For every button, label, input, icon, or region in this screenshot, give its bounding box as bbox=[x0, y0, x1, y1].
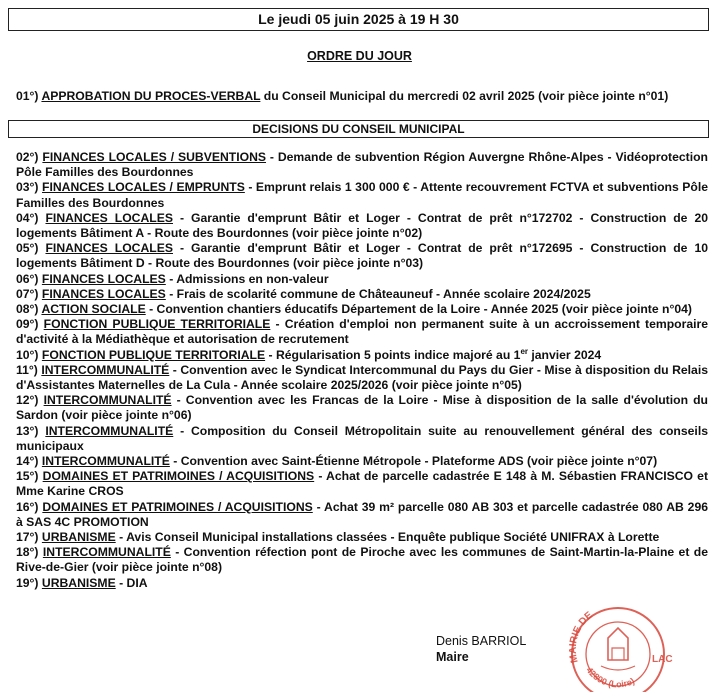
agenda-item bbox=[16, 393, 708, 423]
item-text-after: janvier 2024 bbox=[528, 347, 602, 362]
item-category: DOMAINES ET PATRIMOINES / ACQUISITIONS bbox=[42, 499, 313, 514]
item-number: 09°) bbox=[16, 317, 39, 332]
agenda-item bbox=[16, 545, 708, 575]
agenda-item bbox=[16, 530, 708, 545]
item-category: FINANCES LOCALES bbox=[41, 286, 166, 301]
item-number: 15°) bbox=[16, 469, 39, 484]
item-number: 06°) bbox=[16, 271, 39, 286]
agenda-item bbox=[16, 241, 708, 271]
item-number: 05°) bbox=[16, 241, 39, 256]
item-text: - Emprunt relais 1 300 000 € - Attente recouvrement FCTVA et subventions Pôle Familles des Bourdonnes bbox=[16, 180, 708, 210]
meeting-date-header bbox=[8, 8, 709, 31]
stamp-top-text: MAIRIE DE bbox=[567, 609, 595, 664]
item-category: FINANCES LOCALES bbox=[45, 241, 173, 256]
item-number: 01°) bbox=[16, 89, 39, 104]
agenda-item bbox=[16, 348, 708, 363]
item-text: - Convention réfection pont de Piroche avec les communes de Saint-Martin-la-Plaine et de Rive-de-Gier (voir pièce jointe n°08) bbox=[16, 545, 708, 575]
item-text: - Garantie d'emprunt Bâtir et Loger - Contrat de prêt n°172702 - Construction de 20 logements Bâtiment A - Route des Bourdonnes (voir pièce jointe n°02) bbox=[16, 210, 708, 241]
signer-name: Denis BARRIOL bbox=[436, 634, 527, 648]
item-category: FONCTION PUBLIQUE TERRITORIALE bbox=[43, 317, 271, 332]
item-text: - Convention avec les Francas de la Loire - Mise à disposition de la salle d'évolution du Sardon (voir pièce jointe n°06) bbox=[16, 393, 708, 423]
item-superscript: er bbox=[520, 346, 528, 356]
item-text: - Achat 39 m² parcelle 080 AB 303 et parcelle cadastrée 080 AB 296 à SAS 4C PROMOTION bbox=[16, 499, 708, 529]
item-category: INTERCOMMUNALITÉ bbox=[42, 545, 171, 560]
item-number: 10°) bbox=[16, 347, 39, 362]
item-number: 03°) bbox=[16, 180, 39, 195]
item-category: FINANCES LOCALES / EMPRUNTS bbox=[42, 180, 245, 195]
decisions-header bbox=[8, 120, 709, 138]
signer-title: Maire bbox=[436, 650, 469, 664]
item-number: 04°) bbox=[16, 210, 39, 225]
agenda-item bbox=[16, 272, 708, 287]
item-number: 08°) bbox=[16, 302, 39, 317]
item-category: URBANISME bbox=[41, 575, 116, 590]
signature-block bbox=[436, 633, 526, 665]
item-category: FONCTION PUBLIQUE TERRITORIALE bbox=[41, 347, 266, 362]
agenda-item bbox=[16, 454, 708, 469]
agenda-item bbox=[16, 150, 708, 180]
agenda-item bbox=[16, 317, 708, 347]
item-category: APPROBATION DU PROCES-VERBAL bbox=[41, 89, 261, 104]
stamp-bottom-text: 42800 (Loire) bbox=[584, 665, 637, 690]
item-number: 11°) bbox=[16, 362, 38, 377]
item-text: - Composition du Conseil Métropolitain suite au renouvellement général des conseils municipaux bbox=[16, 423, 708, 453]
agenda-item bbox=[16, 180, 708, 210]
agenda-item bbox=[16, 576, 708, 591]
item-category: INTERCOMMUNALITÉ bbox=[41, 362, 170, 377]
item-category: DOMAINES ET PATRIMOINES / ACQUISITIONS bbox=[42, 469, 315, 484]
item-text: - Demande de subvention Région Auvergne Rhône-Alpes - Vidéoprotection Pôle Familles des Bourdonnes bbox=[16, 150, 708, 180]
decisions-title: DECISIONS DU CONSEIL MUNICIPAL bbox=[252, 122, 465, 136]
item-category: INTERCOMMUNALITÉ bbox=[43, 393, 172, 408]
item-category: FINANCES LOCALES bbox=[45, 210, 173, 225]
item-category: INTERCOMMUNALITÉ bbox=[41, 454, 170, 469]
item-number: 14°) bbox=[16, 454, 39, 469]
item-category: FINANCES LOCALES bbox=[41, 271, 166, 286]
agenda-item bbox=[16, 363, 708, 393]
item-text: - Frais de scolarité commune de Châteauneuf - Année scolaire 2024/2025 bbox=[165, 286, 591, 301]
item-number: 12°) bbox=[16, 393, 39, 408]
item-text: - Avis Conseil Municipal installations classées - Enquête publique Société UNIFRAX à Lorette bbox=[115, 530, 660, 545]
official-seal-stamp bbox=[556, 596, 676, 692]
item-text: - DIA bbox=[115, 575, 148, 590]
agenda-item bbox=[16, 469, 708, 499]
item-category: INTERCOMMUNALITÉ bbox=[45, 423, 174, 438]
agenda-item bbox=[16, 211, 708, 241]
stamp-side-text: LAC bbox=[652, 654, 673, 665]
item-text: - Admissions en non-valeur bbox=[165, 271, 329, 286]
item-number: 18°) bbox=[16, 545, 39, 560]
item-number: 19°) bbox=[16, 575, 39, 590]
item-text: - Convention avec Saint-Étienne Métropole - Plateforme ADS (voir pièce jointe n°07) bbox=[169, 454, 658, 469]
agenda-item-list bbox=[16, 150, 708, 591]
item-text: - Achat de parcelle cadastrée E 148 à M. Sébastien FRANCISCO et Mme Karine CROS bbox=[16, 469, 709, 499]
item-text: - Convention chantiers éducatifs Département de la Loire - Année 2025 (voir pièce jointe n°04) bbox=[145, 302, 692, 317]
item-number: 02°) bbox=[16, 150, 39, 164]
item-text: - Régularisation 5 points indice majoré au 1 bbox=[265, 347, 521, 362]
agenda-item bbox=[16, 500, 708, 530]
item-text: du Conseil Municipal du mercredi 02 avril 2025 (voir pièce jointe n°01) bbox=[260, 89, 669, 104]
item-category: ACTION SOCIALE bbox=[41, 302, 146, 317]
item-category: URBANISME bbox=[41, 530, 116, 545]
agenda-item bbox=[16, 424, 708, 454]
meeting-date: Le jeudi 05 juin 2025 à 19 H 30 bbox=[258, 11, 459, 27]
agenda-item bbox=[16, 287, 708, 302]
item-text: - Garantie d'emprunt Bâtir et Loger - Contrat de prêt n°172695 - Construction de 10 logements Bâtiment D - Route des Bourdonnes (voir pièce jointe n°03) bbox=[16, 241, 708, 271]
item-number: 07°) bbox=[16, 286, 39, 301]
item-category: FINANCES LOCALES / SUBVENTIONS bbox=[42, 150, 267, 164]
item-number: 13°) bbox=[16, 423, 39, 438]
item-number: 17°) bbox=[16, 530, 39, 545]
agenda-item-01 bbox=[16, 89, 707, 104]
agenda-item bbox=[16, 302, 708, 317]
item-number: 16°) bbox=[16, 499, 39, 514]
item-text: - Création d'emploi non permanent suite à un accroissement temporaire d'activité à la Médiathèque et autorisation de recrutement bbox=[16, 317, 709, 347]
agenda-title: ORDRE DU JOUR bbox=[307, 49, 412, 63]
item-text: - Convention avec le Syndicat Intercommunal du Pays du Gier - Mise à disposition du Relais d'Assistantes Maternelles de La Cula - Année scolaire 2025/2026 (voir pièce jointe n°05) bbox=[16, 362, 708, 393]
